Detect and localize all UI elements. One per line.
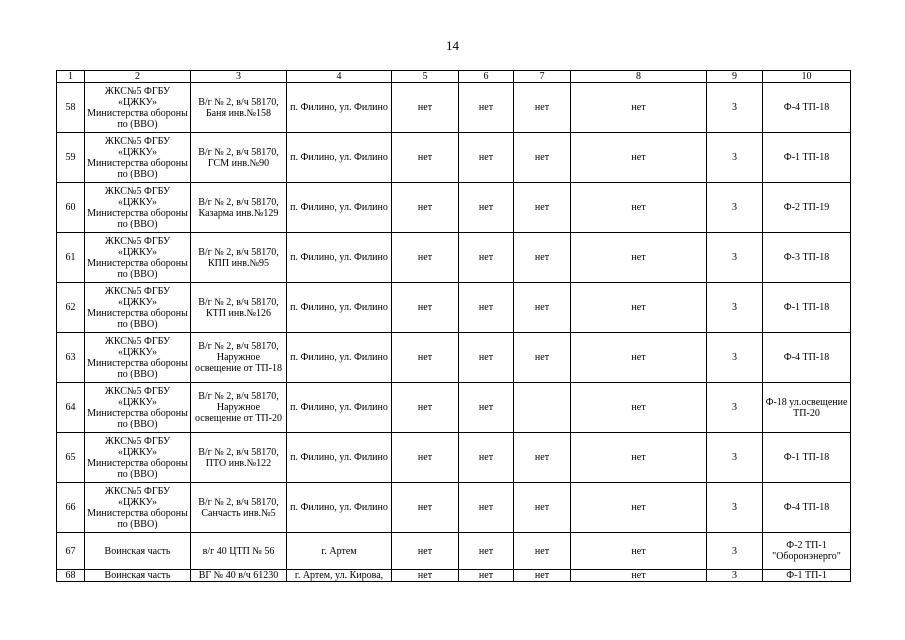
table-row [57,533,851,570]
table-cell: 3 [707,233,763,283]
object-cell: В/г № 2, в/ч 58170, Наружное освещение от ТП-20 [191,383,287,433]
table-cell: нет [392,183,459,233]
table-cell: нет [514,183,571,233]
address-cell: п. Филино, ул. Филино [287,83,392,133]
owner-cell: Воинская часть [85,533,191,570]
feeder-cell: Ф-4 ТП-18 [763,83,851,133]
table-cell: нет [459,233,514,283]
table-cell: нет [459,333,514,383]
table-cell: нет [514,533,571,570]
table-row [57,433,851,483]
feeder-cell: Ф-1 ТП-18 [763,283,851,333]
table-cell [514,383,571,433]
address-cell: п. Филино, ул. Филино [287,233,392,283]
feeder-cell: Ф-2 ТП-19 [763,183,851,233]
row-number: 65 [57,433,85,483]
object-cell: в/г 40 ЦТП № 56 [191,533,287,570]
table-cell: нет [459,133,514,183]
address-cell: п. Филино, ул. Филино [287,433,392,483]
column-header: 7 [514,71,571,83]
table-cell: 3 [707,533,763,570]
table-cell: 3 [707,83,763,133]
table-row [57,183,851,233]
table-row [57,570,851,582]
table-cell: нет [571,533,707,570]
row-number: 62 [57,283,85,333]
row-number: 61 [57,233,85,283]
table-cell: нет [571,133,707,183]
table-cell: 3 [707,133,763,183]
owner-cell: ЖКС№5 ФГБУ «ЦЖКУ» Министерства обороны по (ВВО) [85,433,191,483]
table-cell: 3 [707,483,763,533]
table-cell: нет [571,433,707,483]
table-cell: нет [571,283,707,333]
object-cell: В/г № 2, в/ч 58170, Казарма инв.№129 [191,183,287,233]
feeder-cell: Ф-1 ТП-18 [763,433,851,483]
address-cell: п. Филино, ул. Филино [287,183,392,233]
table-cell: нет [571,233,707,283]
owner-cell: ЖКС№5 ФГБУ «ЦЖКУ» Министерства обороны по (ВВО) [85,383,191,433]
table-cell: нет [514,233,571,283]
feeder-cell: Ф-3 ТП-18 [763,233,851,283]
table-cell: 3 [707,283,763,333]
feeder-cell: Ф-2 ТП-1 "Оборонэнерго" [763,533,851,570]
table-cell: нет [571,570,707,582]
address-cell: г. Артем, ул. Кирова, [287,570,392,582]
owner-cell: ЖКС№5 ФГБУ «ЦЖКУ» Министерства обороны по (ВВО) [85,83,191,133]
table-cell: нет [514,570,571,582]
table-cell: 3 [707,433,763,483]
table-cell: нет [571,383,707,433]
table-cell: 3 [707,383,763,433]
table-cell: нет [392,383,459,433]
column-header: 9 [707,71,763,83]
object-cell: В/г № 2, в/ч 58170, Наружное освещение от ТП-18 [191,333,287,383]
table-row [57,283,851,333]
table-cell: нет [514,283,571,333]
table-cell: нет [459,433,514,483]
column-header: 10 [763,71,851,83]
facility-table [56,70,851,582]
table-row [57,233,851,283]
table-cell: нет [459,283,514,333]
address-cell: п. Филино, ул. Филино [287,333,392,383]
row-number: 63 [57,333,85,383]
table-cell: нет [514,83,571,133]
table-cell: нет [571,333,707,383]
table-cell: нет [392,133,459,183]
table-cell: нет [459,183,514,233]
address-cell: п. Филино, ул. Филино [287,283,392,333]
table-cell: 3 [707,570,763,582]
column-header: 2 [85,71,191,83]
row-number: 58 [57,83,85,133]
address-cell: п. Филино, ул. Филино [287,483,392,533]
feeder-cell: Ф-4 ТП-18 [763,333,851,383]
table-row [57,483,851,533]
table-row [57,333,851,383]
table-row [57,383,851,433]
table-cell: нет [571,183,707,233]
table-cell: нет [571,83,707,133]
table-cell: нет [514,333,571,383]
table-cell: нет [571,483,707,533]
feeder-cell: Ф-4 ТП-18 [763,483,851,533]
table-cell: нет [392,570,459,582]
owner-cell: ЖКС№5 ФГБУ «ЦЖКУ» Министерства обороны по (ВВО) [85,233,191,283]
table-cell: нет [392,233,459,283]
address-cell: п. Филино, ул. Филино [287,383,392,433]
address-cell: г. Артем [287,533,392,570]
table-row [57,83,851,133]
column-header: 3 [191,71,287,83]
owner-cell: ЖКС№5 ФГБУ «ЦЖКУ» Министерства обороны по (ВВО) [85,483,191,533]
owner-cell: Воинская часть [85,570,191,582]
owner-cell: ЖКС№5 ФГБУ «ЦЖКУ» Министерства обороны по (ВВО) [85,333,191,383]
table-cell: нет [392,333,459,383]
row-number: 67 [57,533,85,570]
row-number: 64 [57,383,85,433]
object-cell: В/г № 2, в/ч 58170, КТП инв.№126 [191,283,287,333]
page-number: 14 [446,38,459,53]
table-cell: нет [459,83,514,133]
row-number: 68 [57,570,85,582]
row-number: 59 [57,133,85,183]
feeder-cell: Ф-18 ул.освещение ТП-20 [763,383,851,433]
table-cell: нет [459,483,514,533]
table-cell: нет [392,83,459,133]
table-cell: нет [459,533,514,570]
table-row [57,133,851,183]
table-cell: нет [514,133,571,183]
column-header: 4 [287,71,392,83]
object-cell: В/г № 2, в/ч 58170, КПП инв.№95 [191,233,287,283]
object-cell: В/г № 2, в/ч 58170, ГСМ инв.№90 [191,133,287,183]
table-cell: нет [514,433,571,483]
owner-cell: ЖКС№5 ФГБУ «ЦЖКУ» Министерства обороны по (ВВО) [85,183,191,233]
table-cell: нет [392,483,459,533]
row-number: 60 [57,183,85,233]
object-cell: В/г № 2, в/ч 58170, Санчасть инв.№5 [191,483,287,533]
table-cell: нет [514,483,571,533]
column-header: 1 [57,71,85,83]
object-cell: В/г № 2, в/ч 58170, Баня инв.№158 [191,83,287,133]
object-cell: ВГ № 40 в/ч 61230 [191,570,287,582]
column-header: 8 [571,71,707,83]
table-cell: нет [392,533,459,570]
owner-cell: ЖКС№5 ФГБУ «ЦЖКУ» Министерства обороны по (ВВО) [85,283,191,333]
table-cell: нет [459,383,514,433]
table-cell: 3 [707,183,763,233]
feeder-cell: Ф-1 ТП-18 [763,133,851,183]
table-cell: нет [392,433,459,483]
header-row [57,71,851,83]
table-cell: нет [392,283,459,333]
table-cell: нет [459,570,514,582]
row-number: 66 [57,483,85,533]
object-cell: В/г № 2, в/ч 58170, ПТО инв.№122 [191,433,287,483]
column-header: 6 [459,71,514,83]
table-cell: 3 [707,333,763,383]
address-cell: п. Филино, ул. Филино [287,133,392,183]
feeder-cell: Ф-1 ТП-1 [763,570,851,582]
column-header: 5 [392,71,459,83]
owner-cell: ЖКС№5 ФГБУ «ЦЖКУ» Министерства обороны по (ВВО) [85,133,191,183]
